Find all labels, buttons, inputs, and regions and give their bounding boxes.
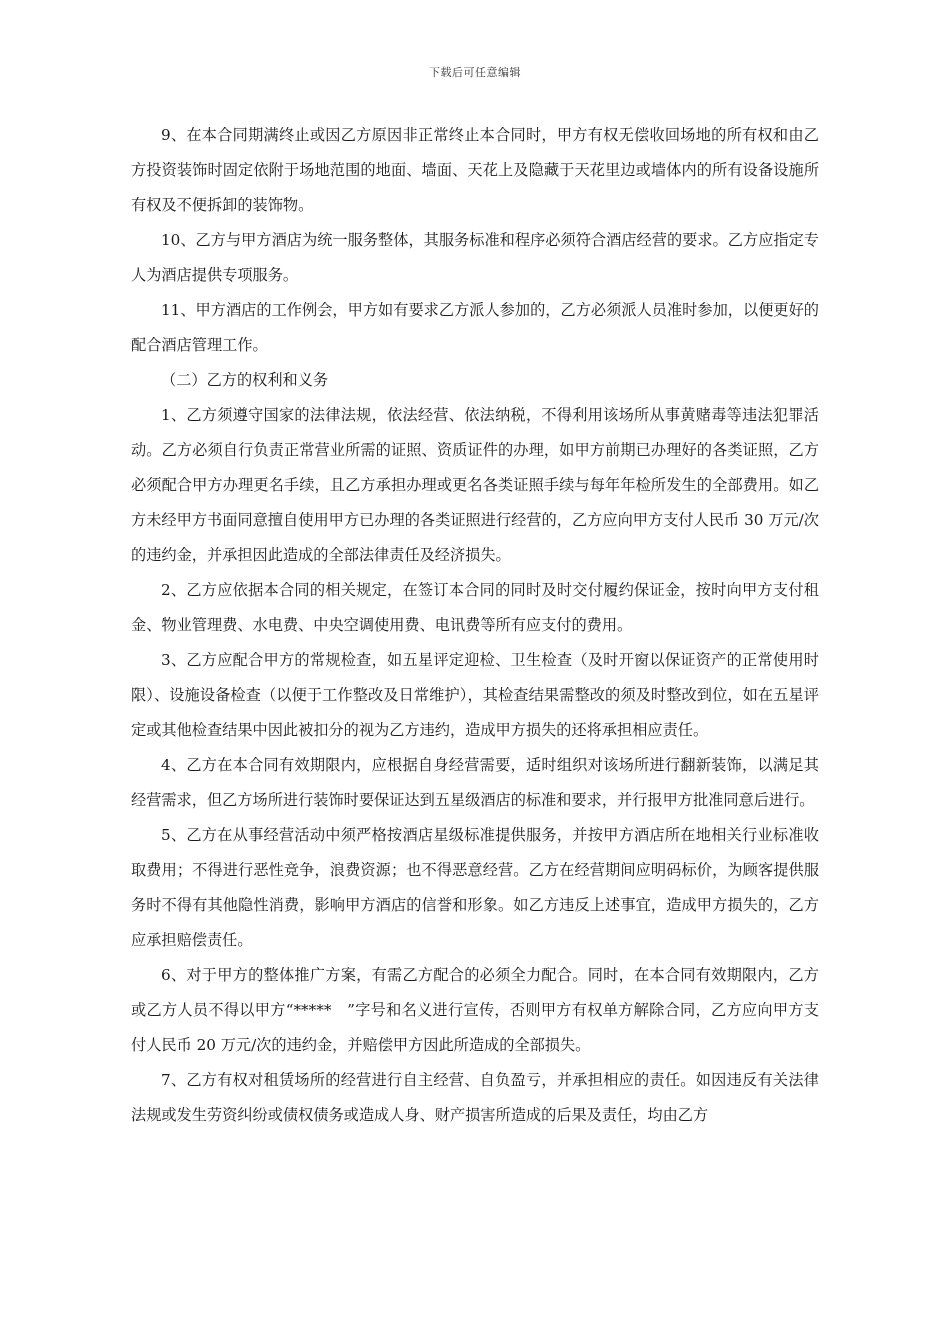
party-b-clause-4: 4、乙方在本合同有效期限内，应根据自身经营需要，适时组织对该场所进行翻新装饰，以满足其经营需求，但乙方场所进行装饰时要保证达到五星级酒店的标准和要求，并行报甲方批准同意后进行。 bbox=[131, 756, 819, 809]
party-b-clause-5: 5、乙方在从事经营活动中须严格按酒店星级标准提供服务，并按甲方酒店所在地相关行业标准收取费用；不得进行恶性竞争，浪费资源；也不得恶意经营。乙方在经营期间应明码标价，为顾客提供服务时不得有其他隐性消费，影响甲方酒店的信誉和形象。如乙方违反上述事宜，造成甲方损失的，乙方应承担赔偿责任。 bbox=[131, 826, 819, 949]
party-b-clause-3: 3、乙方应配合甲方的常规检查，如五星评定迎检、卫生检查（及时开窗以保证资产的正常使用时限）、设施设备检查（以便于工作整改及日常维护），其检查结果需整改的须及时整改到位，如在五星评定或其他检查结果中因此被扣分的视为乙方违约，造成甲方损失的还将承担相应责任。 bbox=[131, 651, 819, 739]
section-heading-party-b-rights: （二）乙方的权利和义务 bbox=[161, 371, 329, 389]
party-b-clause-1: 1、乙方须遵守国家的法律法规，依法经营、依法纳税，不得利用该场所从事黄赌毒等违法犯罪活动。乙方必须自行负责正常营业所需的证照、资质证件的办理，如甲方前期已办理好的各类证照，乙方必须配合甲方办理更名手续，且乙方承担办理或更名各类证照手续与每年年检所发生的全部费用。如乙方未经甲方书面同意擅自使用甲方已办理的各类证照进行经营的，乙方应向甲方支付人民币 30 万元/次的违约金，并承担因此造成的全部法律责任及经济损失。 bbox=[131, 406, 819, 564]
clause-10: 10、乙方与甲方酒店为统一服务整体，其服务标准和程序必须符合酒店经营的要求。乙方应指定专人为酒店提供专项服务。 bbox=[131, 231, 819, 284]
party-b-clause-2: 2、乙方应依据本合同的相关规定，在签订本合同的同时及时交付履约保证金，按时向甲方支付租金、物业管理费、水电费、中央空调使用费、电讯费等所有应支付的费用。 bbox=[131, 581, 819, 634]
clause-9: 9、在本合同期满终止或因乙方原因非正常终止本合同时，甲方有权无偿收回场地的所有权和由乙方投资装饰时固定依附于场地范围的地面、墙面、天花上及隐藏于天花里边或墙体内的所有设备设施所有权及不便拆卸的装饰物。 bbox=[131, 126, 819, 214]
party-b-clause-7: 7、乙方有权对租赁场所的经营进行自主经营、自负盈亏，并承担相应的责任。如因违反有关法律法规或发生劳资纠纷或债权债务或造成人身、财产损害所造成的后果及责任，均由乙方 bbox=[131, 1071, 819, 1124]
contract-body bbox=[131, 118, 819, 1133]
party-b-clause-6: 6、对于甲方的整体推广方案，有需乙方配合的必须全力配合。同时，在本合同有效期限内，乙方或乙方人员不得以甲方“***** ”字号和名义进行宣传，否则甲方有权单方解除合同，乙方应向甲方支付人民币 20 万元/次的违约金，并赔偿甲方因此所造成的全部损失。 bbox=[131, 966, 819, 1054]
page-header: 下载后可任意编辑 bbox=[429, 66, 521, 79]
clause-11: 11、甲方酒店的工作例会，甲方如有要求乙方派人参加的，乙方必须派人员准时参加，以便更好的配合酒店管理工作。 bbox=[131, 301, 819, 354]
